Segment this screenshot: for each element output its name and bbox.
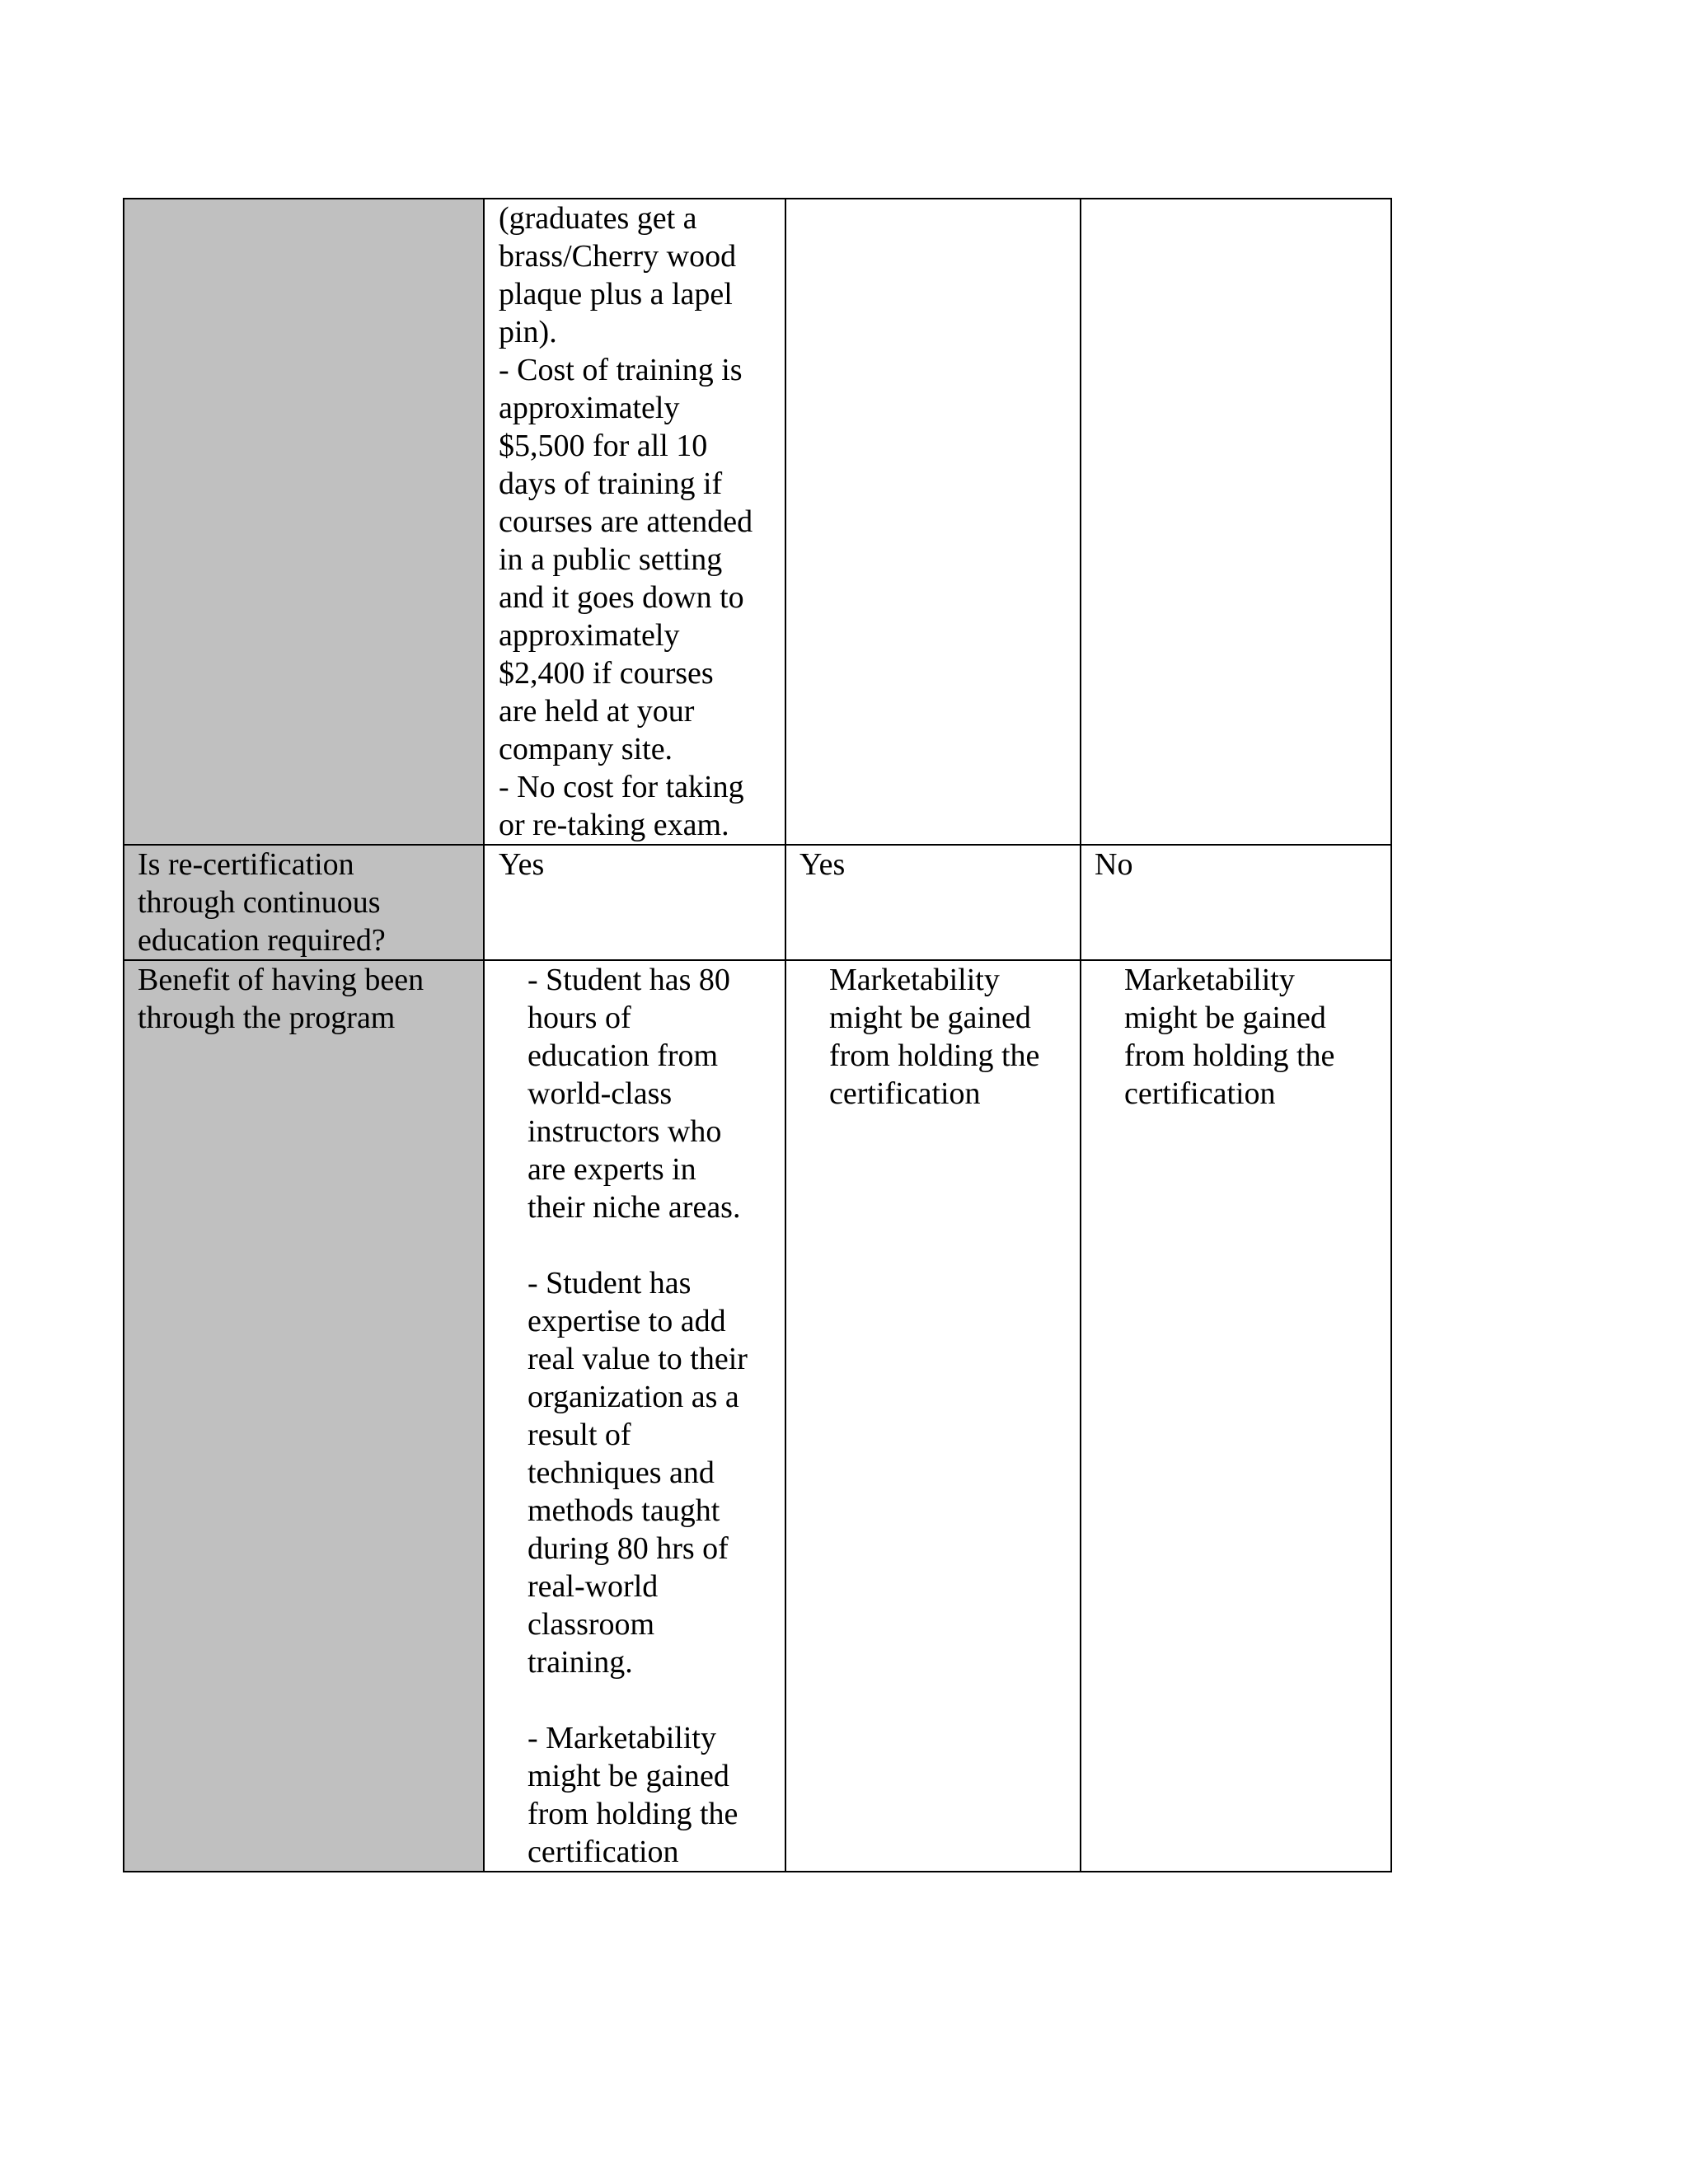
row-label-cell — [124, 845, 484, 960]
table-cell — [785, 845, 1081, 960]
table-row — [124, 960, 1391, 1872]
cell-text: (graduates get a brass/Cherry wood plaque plus a lapel pin). - Cost of training is approximately $5,500 for all 10 days of training if courses are attended in a public setting and it goes down to approximately $2,400 if courses are held at your company site. - No cost for taking or re-taking exam. — [499, 201, 753, 842]
cell-text: Marketability might be gained from holding the certification — [1124, 963, 1335, 1111]
table-cell — [1081, 845, 1391, 960]
table-cell — [785, 199, 1081, 845]
cell-text: Yes — [799, 847, 846, 882]
comparison-table — [123, 198, 1392, 1872]
table-cell — [1081, 199, 1391, 845]
cell-text: Marketability might be gained from holding the certification — [829, 963, 1040, 1111]
table-row — [124, 845, 1391, 960]
table-cell — [785, 960, 1081, 1872]
table-cell — [484, 960, 785, 1872]
table-cell — [1081, 960, 1391, 1872]
table-cell — [484, 199, 785, 845]
table-row — [124, 199, 1391, 845]
cell-text: Yes — [499, 847, 545, 882]
row-label-text: Is re-certification through continuous education required? — [138, 847, 386, 958]
table-cell — [484, 845, 785, 960]
cell-text: - Student has 80 hours of education from world-class instructors who are experts in their niche areas. - Student has expertise to add real value to their organization as a result of techniques and methods taught during 80 hrs of real-world classroom training. - Marketability might be gained from holding the certification — [528, 963, 748, 1869]
row-label-text: Benefit of having been through the program — [138, 963, 424, 1035]
row-label-cell — [124, 960, 484, 1872]
row-label-cell — [124, 199, 484, 845]
cell-text: No — [1095, 847, 1133, 882]
